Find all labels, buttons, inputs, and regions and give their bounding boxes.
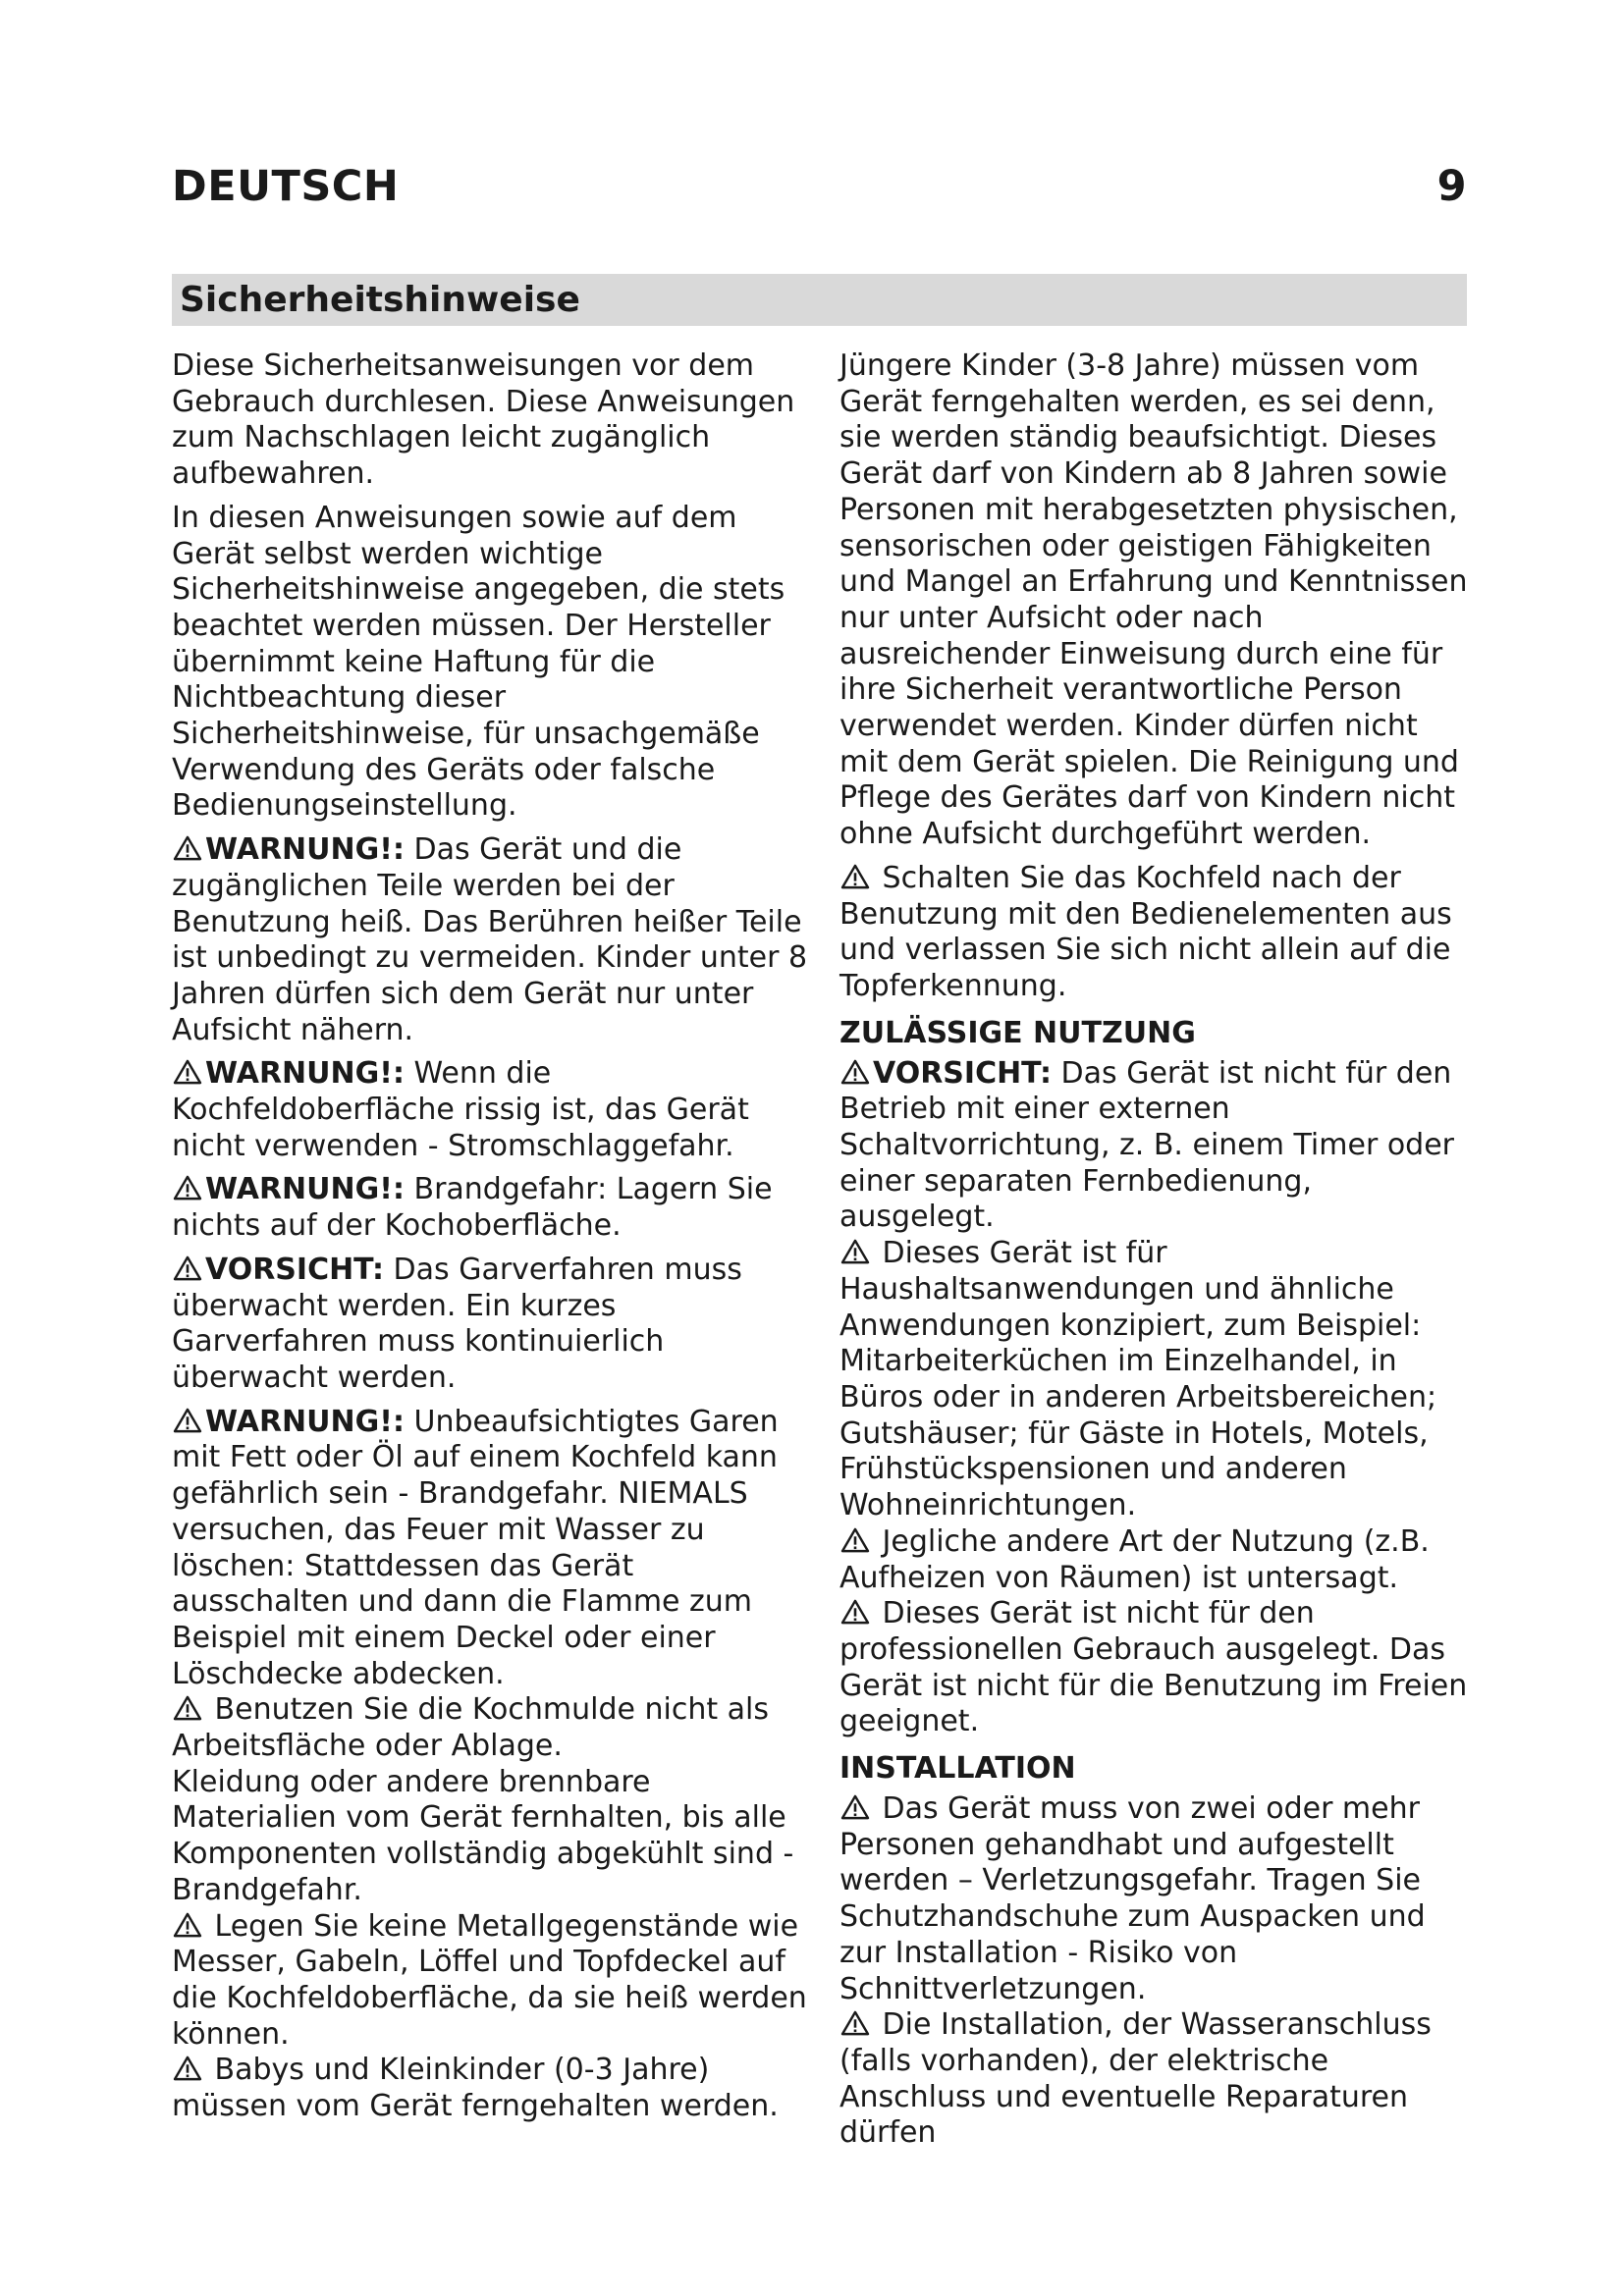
warning-triangle-icon <box>839 1599 871 1625</box>
warning-text: Brandgefahr: Lagern Sie nichts auf der Kochoberfläche. <box>172 1172 773 1244</box>
note-text: Die Installation, der Wasseranschluss (falls vorhanden), der elektrische Anschluss und eventuelle Reparaturen dürfen <box>839 2007 1432 2151</box>
note-not-professional <box>839 1596 1473 1740</box>
note-text: Das Gerät muss von zwei oder mehr Personen gehandhabt und aufgestellt werden – Verletzungsgefahr. Tragen Sie Schutzhandschuhe zum Auspacken und zur Installation - Risiko von Schnittverletzungen. <box>839 1791 1426 2006</box>
caution-cooking-supervision <box>172 1253 810 1397</box>
note-switch-off <box>839 861 1473 1005</box>
note-text: Babys und Kleinkinder (0-3 Jahre) müssen vom Gerät ferngehalten werden. <box>172 2053 779 2124</box>
warning-triangle-icon <box>172 1059 203 1085</box>
warning-fat-oil <box>172 1405 810 1693</box>
section-title-bar <box>172 274 1467 326</box>
caution-text: Das Gerät ist nicht für den Betrieb mit einer externen Schaltvorrichtung, z. B. einem Timer oder einer separaten Fernbedienung, ausgelegt. <box>839 1055 1455 1235</box>
caution-external-switch <box>839 1056 1473 1237</box>
note-text: Benutzen Sie die Kochmulde nicht als Arbeitsfläche oder Ablage. <box>172 1692 770 1764</box>
caution-text: Das Garverfahren muss überwacht werden. Ein kurzes Garverfahren muss kontinuierlich überwacht werden. <box>172 1252 742 1395</box>
warning-triangle-icon <box>839 1059 871 1085</box>
note-metal-objects <box>172 1909 810 2054</box>
warning-text: Das Gerät und die zugänglichen Teile werden bei der Benutzung heiß. Das Berühren heißer Teile ist unbedingt zu vermeiden. Kinder unter 8 Jahren dürfen sich dem Gerät nur unter Aufsicht nähern. <box>172 832 808 1047</box>
warning-triangle-icon <box>839 2010 871 2036</box>
warning-triangle-icon <box>172 1408 203 1433</box>
caution-label: VORSICHT: <box>205 1252 385 1287</box>
caution-label: VORSICHT: <box>873 1055 1053 1091</box>
section-title: Sicherheitshinweise <box>180 280 580 320</box>
note-installation-qualified <box>839 2007 1473 2152</box>
note-no-worksurface <box>172 1692 810 1764</box>
warning-triangle-icon <box>172 1255 203 1281</box>
note-flammable-materials: Kleidung oder andere brennbare Materialien vom Gerät fernhalten, bis alle Komponenten vollständig abgekühlt sind - Brandgefahr. <box>172 1764 794 1907</box>
page-number: 9 <box>1436 162 1467 211</box>
note-text: Dieses Gerät ist für Haushaltsanwendungen und ähnliche Anwendungen konzipiert, zum Beispiel: Mitarbeiterküchen im Einzelhandel, in Büros oder in anderen Arbeitsbereichen; Gutshäuser; für Gäste in Hotels, Motels, Frühstückspensionen und anderen Wohneinrichtungen. <box>839 1236 1437 1523</box>
right-column <box>839 348 1473 2152</box>
warning-label: WARNUNG!: <box>205 1404 405 1439</box>
warning-cracked-surface <box>172 1056 810 1164</box>
note-text: Dieses Gerät ist nicht für den professionellen Gebrauch ausgelegt. Das Gerät ist nicht für die Benutzung im Freien geeignet. <box>839 1596 1468 1739</box>
note-text: Legen Sie keine Metallgegenstände wie Messer, Gabeln, Löffel und Topfdeckel auf die Kochfeldoberfläche, da sie heiß werden können. <box>172 1908 807 2052</box>
warning-triangle-icon <box>172 835 203 861</box>
warning-triangle-icon <box>839 1239 871 1264</box>
warning-triangle-icon <box>839 1794 871 1820</box>
warning-triangle-icon <box>172 1695 203 1721</box>
note-babies <box>172 2053 810 2124</box>
warning-triangle-icon <box>172 1175 203 1201</box>
permitted-use-heading: ZULÄSSIGE NUTZUNG <box>839 1015 1196 1050</box>
warning-label: WARNUNG!: <box>205 1172 405 1207</box>
warning-triangle-icon <box>172 2056 203 2081</box>
warning-fire-storage <box>172 1172 810 1244</box>
note-household-use <box>839 1236 1473 1524</box>
warning-text: Unbeaufsichtigtes Garen mit Fett oder Öl auf einem Kochfeld kann gefährlich sein - Brandgefahr. NIEMALS versuchen, das Feuer mit Wasser zu löschen: Stattdessen das Gerät ausschalten und dann die Flamme zum Beispiel mit einem Deckel oder einer Löschdecke abdecken. <box>172 1404 779 1691</box>
note-two-persons <box>839 1791 1473 2007</box>
warning-triangle-icon <box>839 864 871 889</box>
warning-triangle-icon <box>172 1912 203 1938</box>
children-paragraph: Jüngere Kinder (3-8 Jahre) müssen vom Gerät ferngehalten werden, es sei denn, sie werden ständig beaufsichtigt. Dieses Gerät darf von Kindern ab 8 Jahren sowie Personen mit herabgesetzten physischen, sensorischen oder geistigen Fähigkeiten und Mangel an Erfahrung und Kenntnissen nur unter Aufsicht oder nach ausreichender Einweisung durch eine für ihre Sicherheit verantwortliche Person verwendet werden. Kinder dürfen nicht mit dem Gerät spielen. Die Reinigung und Pflege des Gerätes darf von Kindern nicht ohne Aufsicht durchgeführt werden. <box>839 348 1468 852</box>
page-header <box>172 157 1467 216</box>
warning-label: WARNUNG!: <box>205 832 405 868</box>
installation-heading: INSTALLATION <box>839 1751 1076 1787</box>
intro-paragraph: Diese Sicherheitsanweisungen vor dem Gebrauch durchlesen. Diese Anweisungen zum Nachschlagen leicht zugänglich aufbewahren. <box>172 348 795 492</box>
warning-hot-parts <box>172 832 810 1048</box>
note-text: Jegliche andere Art der Nutzung (z.B. Aufheizen von Räumen) ist untersagt. <box>839 1523 1430 1595</box>
note-other-use <box>839 1524 1473 1596</box>
note-text: Schalten Sie das Kochfeld nach der Benutzung mit den Bedienelementen aus und verlassen Sie sich nicht allein auf die Topferkennung. <box>839 860 1452 1003</box>
warning-text: Wenn die Kochfeldoberfläche rissig ist, das Gerät nicht verwenden - Stromschlaggefahr. <box>172 1056 749 1163</box>
warning-label: WARNUNG!: <box>205 1056 405 1092</box>
manufacturer-paragraph: In diesen Anweisungen sowie auf dem Gerät selbst werden wichtige Sicherheitshinweise angegeben, die stets beachtet werden müssen. Der Hersteller übernimmt keine Haftung für die Nichtbeachtung dieser Sicherheitshinweise, für unsachgemäße Verwendung des Geräts oder falsche Bedienungseinstellung. <box>172 500 785 824</box>
warning-triangle-icon <box>839 1527 871 1553</box>
left-column <box>172 348 810 2125</box>
language-heading: DEUTSCH <box>172 162 400 211</box>
